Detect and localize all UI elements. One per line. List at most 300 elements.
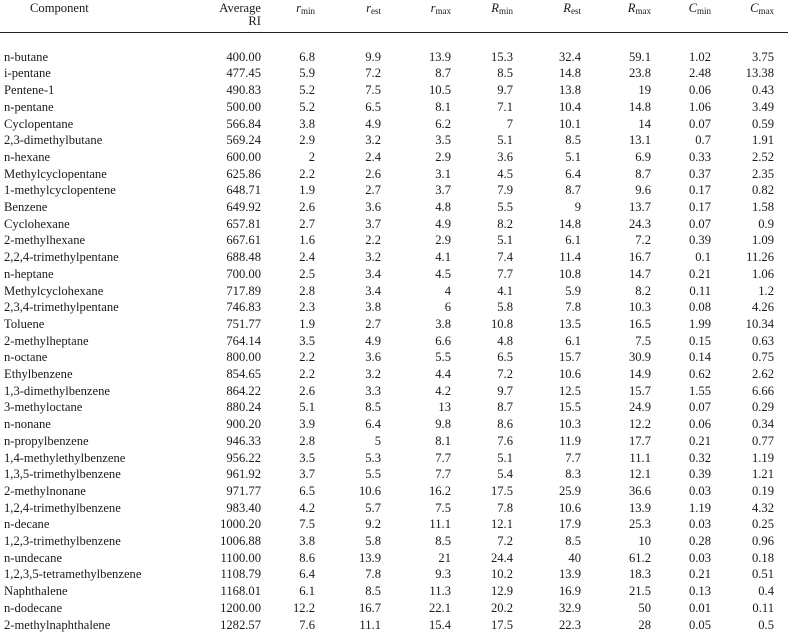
cell-C-max: 0.82 (751, 183, 774, 198)
cell-r-est: 5.5 (365, 467, 381, 482)
table-row (0, 249, 788, 266)
cell-C-min: 0.33 (688, 149, 711, 164)
cell-C-max: 2.52 (751, 149, 774, 164)
cell-R-est: 32.4 (558, 49, 581, 64)
cell-C-min: 0.07 (688, 116, 711, 131)
cell-r-min: 2.4 (299, 250, 315, 265)
table-row (0, 166, 788, 183)
cell-R-min: 7.2 (497, 367, 513, 382)
cell-average-ri: 667.61 (226, 233, 261, 248)
cell-average-ri: 1000.20 (220, 517, 261, 532)
cell-r-est: 2.7 (365, 183, 381, 198)
cell-r-est: 3.6 (365, 200, 381, 215)
cell-C-max: 0.4 (758, 584, 774, 599)
cell-r-est: 7.5 (365, 83, 381, 98)
cell-R-max: 36.6 (628, 483, 651, 498)
cell-R-min: 9.7 (497, 383, 513, 398)
cell-C-max: 1.58 (751, 200, 774, 215)
cell-r-max: 8.1 (435, 99, 451, 114)
cell-r-est: 10.6 (358, 483, 381, 498)
cell-r-max: 7.5 (435, 500, 451, 515)
spacer-cell (0, 32, 788, 49)
cell-C-min: 0.28 (688, 534, 711, 549)
table-row (0, 232, 788, 249)
cell-average-ri: 764.14 (226, 333, 261, 348)
cell-average-ri: 490.83 (226, 83, 261, 98)
cell-r-est: 3.2 (365, 250, 381, 265)
cell-C-min: 0.01 (688, 600, 711, 615)
cell-R-est: 22.3 (558, 617, 581, 632)
cell-C-min: 0.21 (688, 266, 711, 281)
header-R-min-main: R (491, 1, 499, 15)
cell-r-max: 3.5 (435, 133, 451, 148)
table-row (0, 116, 788, 133)
cell-component: 1,2,3-trimethylbenzene (4, 534, 121, 549)
cell-average-ri: 688.48 (226, 250, 261, 265)
cell-r-max: 4.1 (435, 250, 451, 265)
cell-R-est: 13.5 (558, 316, 581, 331)
cell-r-est: 2.2 (365, 233, 381, 248)
cell-R-max: 50 (638, 600, 651, 615)
cell-component: Cyclohexane (4, 216, 70, 231)
cell-average-ri: 1200.00 (220, 600, 261, 615)
cell-component: Pentene-1 (4, 83, 55, 98)
cell-component: n-decane (4, 517, 50, 532)
cell-R-min: 12.9 (490, 584, 513, 599)
cell-R-max: 21.5 (628, 584, 651, 599)
header-C-min-main: C (688, 1, 697, 15)
header-R-max (595, 0, 665, 32)
cell-C-min: 0.32 (688, 450, 711, 465)
cell-r-min: 8.6 (299, 550, 315, 565)
cell-average-ri: 956.22 (226, 450, 261, 465)
cell-R-max: 14.9 (628, 367, 651, 382)
table-row (0, 550, 788, 567)
cell-C-max: 2.62 (751, 367, 774, 382)
cell-R-min: 9.7 (497, 83, 513, 98)
cell-r-min: 6.8 (299, 49, 315, 64)
cell-component: 1-methylcyclopentene (4, 183, 116, 198)
cell-R-est: 14.8 (558, 66, 581, 81)
cell-r-est: 8.5 (365, 584, 381, 599)
cell-component: Methylcyclohexane (4, 283, 104, 298)
cell-average-ri: 649.92 (226, 200, 261, 215)
cell-C-min: 0.11 (689, 283, 711, 298)
cell-r-min: 3.9 (299, 417, 315, 432)
header-C-max-sub: max (758, 6, 774, 16)
table-row (0, 533, 788, 550)
cell-component: Ethylbenzene (4, 367, 73, 382)
cell-R-max: 16.5 (628, 316, 651, 331)
cell-component: Cyclopentane (4, 116, 74, 131)
cell-average-ri: 566.84 (226, 116, 261, 131)
cell-r-est: 3.4 (365, 283, 381, 298)
cell-r-max: 7.7 (435, 450, 451, 465)
cell-r-min: 1.6 (299, 233, 315, 248)
cell-C-max: 4.26 (751, 300, 774, 315)
header-R-est-sub: est (571, 6, 581, 16)
cell-r-max: 3.8 (435, 316, 451, 331)
cell-average-ri: 983.40 (226, 500, 261, 515)
cell-R-max: 9.6 (635, 183, 651, 198)
table-row (0, 99, 788, 116)
cell-r-est: 5.7 (365, 500, 381, 515)
cell-r-max: 10.5 (428, 83, 451, 98)
table-row (0, 149, 788, 166)
cell-r-min: 5.2 (299, 99, 315, 114)
cell-average-ri: 500.00 (226, 99, 261, 114)
cell-r-min: 2.8 (299, 433, 315, 448)
cell-R-max: 6.9 (635, 149, 651, 164)
cell-R-max: 24.9 (628, 400, 651, 415)
table-row (0, 182, 788, 199)
cell-R-min: 7.7 (497, 266, 513, 281)
cell-r-max: 4.8 (435, 200, 451, 215)
cell-r-max: 13.9 (428, 49, 451, 64)
cell-C-max: 4.32 (751, 500, 774, 515)
cell-R-min: 7 (506, 116, 513, 131)
cell-r-est: 3.4 (365, 266, 381, 281)
cell-average-ri: 1168.01 (220, 584, 261, 599)
cell-r-min: 2.6 (299, 200, 315, 215)
cell-C-max: 0.19 (751, 483, 774, 498)
cell-r-min: 2.2 (299, 350, 315, 365)
cell-R-min: 10.2 (490, 567, 513, 582)
cell-R-min: 12.1 (490, 517, 513, 532)
header-r-max-sub: max (435, 6, 451, 16)
cell-R-max: 13.1 (628, 133, 651, 148)
cell-average-ri: 625.86 (226, 166, 261, 181)
cell-average-ri: 800.00 (226, 350, 261, 365)
cell-R-max: 28 (638, 617, 651, 632)
cell-component: n-nonane (4, 417, 51, 432)
cell-average-ri: 717.89 (226, 283, 261, 298)
cell-r-min: 2.3 (299, 300, 315, 315)
cell-R-max: 10.3 (628, 300, 651, 315)
cell-R-max: 61.2 (628, 550, 651, 565)
cell-component: i-pentane (4, 66, 51, 81)
cell-C-max: 2.35 (751, 166, 774, 181)
cell-C-min: 0.08 (688, 300, 711, 315)
header-average-ri-line1: Average (219, 1, 261, 15)
cell-C-max: 3.75 (751, 49, 774, 64)
header-average-ri-line2: RI (248, 14, 261, 28)
table-row (0, 583, 788, 600)
header-component: Component (30, 1, 89, 15)
cell-average-ri: 648.71 (226, 183, 261, 198)
cell-C-min: 0.39 (688, 233, 711, 248)
table-row (0, 65, 788, 82)
cell-r-min: 7.5 (299, 517, 315, 532)
cell-r-min: 2.7 (299, 216, 315, 231)
cell-r-min: 6.1 (299, 584, 315, 599)
cell-C-max: 11.26 (746, 250, 774, 265)
cell-R-min: 7.4 (497, 250, 513, 265)
cell-R-min: 4.5 (497, 166, 513, 181)
cell-component: n-heptane (4, 266, 54, 281)
cell-r-est: 3.8 (365, 300, 381, 315)
table-row (0, 333, 788, 350)
cell-R-min: 24.4 (490, 550, 513, 565)
header-r-min (265, 0, 329, 32)
cell-r-est: 8.5 (365, 400, 381, 415)
cell-C-min: 1.02 (688, 49, 711, 64)
cell-r-est: 6.5 (365, 99, 381, 114)
cell-r-min: 4.2 (299, 500, 315, 515)
cell-R-max: 14.7 (628, 266, 651, 281)
table-row (0, 450, 788, 467)
cell-r-est: 3.3 (365, 383, 381, 398)
cell-r-min: 1.9 (299, 183, 315, 198)
cell-C-max: 1.91 (751, 133, 774, 148)
cell-r-est: 6.4 (365, 417, 381, 432)
cell-C-max: 0.11 (752, 600, 774, 615)
cell-r-est: 2.6 (365, 166, 381, 181)
cell-C-min: 0.06 (688, 83, 711, 98)
cell-R-est: 10.6 (558, 367, 581, 382)
cell-R-min: 5.5 (497, 200, 513, 215)
cell-C-min: 0.07 (688, 216, 711, 231)
cell-R-min: 3.6 (497, 149, 513, 164)
cell-C-min: 0.03 (688, 483, 711, 498)
cell-R-est: 10.6 (558, 500, 581, 515)
cell-R-min: 7.9 (497, 183, 513, 198)
cell-component: 1,3,5-trimethylbenzene (4, 467, 121, 482)
cell-R-min: 7.6 (497, 433, 513, 448)
cell-average-ri: 1108.79 (220, 567, 261, 582)
cell-r-max: 11.3 (429, 584, 451, 599)
cell-R-max: 8.7 (635, 166, 651, 181)
cell-r-max: 6.6 (435, 333, 451, 348)
cell-R-est: 7.7 (565, 450, 581, 465)
cell-component: n-hexane (4, 149, 51, 164)
cell-R-max: 11.1 (629, 450, 651, 465)
cell-component: n-undecane (4, 550, 63, 565)
cell-C-min: 0.15 (688, 333, 711, 348)
cell-R-est: 10.3 (558, 417, 581, 432)
cell-average-ri: 971.77 (226, 483, 261, 498)
cell-r-min: 2.2 (299, 166, 315, 181)
table-row (0, 416, 788, 433)
cell-R-min: 17.5 (490, 483, 513, 498)
cell-R-min: 6.5 (497, 350, 513, 365)
cell-C-min: 0.37 (688, 166, 711, 181)
cell-C-min: 0.7 (695, 133, 711, 148)
cell-R-max: 10 (638, 534, 651, 549)
table-row (0, 366, 788, 383)
cell-r-min: 12.2 (292, 600, 315, 615)
cell-R-min: 7.1 (497, 99, 513, 114)
table-row (0, 483, 788, 500)
table-row (0, 500, 788, 517)
cell-component: 1,3-dimethylbenzene (4, 383, 110, 398)
cell-component: Naphthalene (4, 584, 68, 599)
cell-r-min: 2 (308, 149, 315, 164)
cell-R-min: 8.6 (497, 417, 513, 432)
cell-R-min: 4.8 (497, 333, 513, 348)
cell-R-min: 4.1 (497, 283, 513, 298)
cell-r-min: 2.2 (299, 367, 315, 382)
cell-C-max: 0.59 (751, 116, 774, 131)
cell-r-est: 4.9 (365, 333, 381, 348)
cell-C-min: 0.14 (688, 350, 711, 365)
cell-R-est: 6.1 (565, 333, 581, 348)
cell-r-min: 3.5 (299, 333, 315, 348)
cell-R-est: 7.8 (565, 300, 581, 315)
cell-R-min: 5.1 (497, 133, 513, 148)
cell-component: n-octane (4, 350, 48, 365)
cell-r-max: 3.7 (435, 183, 451, 198)
cell-average-ri: 569.24 (226, 133, 261, 148)
header-r-est (329, 0, 395, 32)
cell-average-ri: 900.20 (226, 417, 261, 432)
cell-C-max: 1.2 (758, 283, 774, 298)
header-R-min-sub: min (498, 6, 513, 16)
cell-R-max: 14 (638, 116, 651, 131)
cell-component: 3-methyloctane (4, 400, 83, 415)
cell-R-min: 20.2 (490, 600, 513, 615)
header-r-est-sub: est (371, 6, 381, 16)
cell-C-max: 3.49 (751, 99, 774, 114)
header-C-max-main: C (750, 1, 759, 15)
cell-average-ri: 880.24 (226, 400, 261, 415)
cell-r-min: 2.5 (299, 266, 315, 281)
cell-r-est: 3.2 (365, 133, 381, 148)
cell-R-max: 59.1 (628, 49, 651, 64)
cell-r-est: 3.6 (365, 350, 381, 365)
cell-r-est: 7.2 (365, 66, 381, 81)
cell-R-est: 8.7 (565, 183, 581, 198)
cell-R-est: 12.5 (558, 383, 581, 398)
cell-R-est: 8.5 (565, 534, 581, 549)
cell-component: n-propylbenzene (4, 433, 89, 448)
cell-R-max: 13.7 (628, 200, 651, 215)
cell-r-max: 7.7 (435, 467, 451, 482)
cell-R-est: 5.9 (565, 283, 581, 298)
cell-r-est: 2.4 (365, 149, 381, 164)
cell-R-max: 13.9 (628, 500, 651, 515)
table-row (0, 516, 788, 533)
header-r-min-main: r (296, 1, 301, 15)
cell-R-max: 18.3 (628, 567, 651, 582)
table-row (0, 600, 788, 617)
table-row (0, 399, 788, 416)
cell-r-min: 3.5 (299, 450, 315, 465)
cell-component: Methylcyclopentane (4, 166, 107, 181)
cell-r-max: 15.4 (428, 617, 451, 632)
header-r-max-main: r (430, 1, 436, 15)
cell-r-est: 4.9 (365, 116, 381, 131)
cell-average-ri: 1100.00 (220, 550, 261, 565)
header-R-max-main: R (627, 1, 636, 15)
cell-r-max: 6.2 (435, 116, 451, 131)
cell-C-min: 0.39 (688, 467, 711, 482)
cell-C-min: 0.07 (688, 400, 711, 415)
cell-r-min: 2.8 (299, 283, 315, 298)
cell-r-min: 5.1 (299, 400, 315, 415)
cell-R-est: 13.8 (558, 83, 581, 98)
cell-r-max: 8.1 (435, 433, 451, 448)
cell-r-max: 5.5 (435, 350, 451, 365)
cell-r-est: 13.9 (358, 550, 381, 565)
table-row (0, 199, 788, 216)
cell-r-min: 3.8 (299, 116, 315, 131)
cell-R-est: 11.9 (559, 433, 581, 448)
cell-R-max: 14.8 (628, 99, 651, 114)
cell-r-max: 4.9 (435, 216, 451, 231)
cell-C-min: 0.21 (688, 567, 711, 582)
cell-C-min: 0.05 (688, 617, 711, 632)
cell-C-min: 2.48 (688, 66, 711, 81)
cell-component: 2-methylnonane (4, 483, 86, 498)
cell-R-est: 15.5 (558, 400, 581, 415)
cell-C-min: 0.03 (688, 550, 711, 565)
cell-C-max: 0.77 (751, 433, 774, 448)
table-row (0, 266, 788, 283)
cell-r-max: 2.9 (435, 233, 451, 248)
cell-r-max: 13 (438, 400, 451, 415)
table-row (0, 216, 788, 233)
cell-C-min: 0.17 (688, 183, 711, 198)
cell-component: 2-methylhexane (4, 233, 86, 248)
cell-R-est: 9 (574, 200, 581, 215)
cell-C-max: 1.06 (751, 266, 774, 281)
header-R-est (527, 0, 595, 32)
table-row (0, 349, 788, 366)
cell-R-est: 16.9 (558, 584, 581, 599)
cell-r-min: 6.4 (299, 567, 315, 582)
cell-r-max: 3.1 (435, 166, 451, 181)
cell-C-max: 0.63 (751, 333, 774, 348)
cell-r-est: 3.2 (365, 367, 381, 382)
cell-C-min: 0.21 (688, 433, 711, 448)
cell-r-est: 5.8 (365, 534, 381, 549)
table-row (0, 433, 788, 450)
cell-r-max: 2.9 (435, 149, 451, 164)
cell-R-est: 15.7 (558, 350, 581, 365)
cell-R-est: 10.8 (558, 266, 581, 281)
cell-C-max: 0.5 (758, 617, 774, 632)
cell-C-min: 0.03 (688, 517, 711, 532)
cell-r-min: 1.9 (299, 316, 315, 331)
cell-r-max: 21 (438, 550, 451, 565)
cell-average-ri: 600.00 (226, 149, 261, 164)
cell-R-est: 6.1 (565, 233, 581, 248)
cell-R-min: 8.7 (497, 400, 513, 415)
cell-r-max: 11.1 (429, 517, 451, 532)
cell-C-min: 1.55 (688, 383, 711, 398)
cell-r-min: 5.9 (299, 66, 315, 81)
cell-R-min: 7.2 (497, 534, 513, 549)
cell-component: n-dodecane (4, 600, 63, 615)
cell-C-max: 0.51 (751, 567, 774, 582)
cell-r-max: 8.5 (435, 534, 451, 549)
cell-r-min: 3.7 (299, 467, 315, 482)
cell-R-est: 32.9 (558, 600, 581, 615)
header-C-min (665, 0, 725, 32)
cell-R-est: 10.4 (558, 99, 581, 114)
cell-average-ri: 751.77 (226, 316, 261, 331)
cell-r-est: 5.3 (365, 450, 381, 465)
cell-r-min: 2.6 (299, 383, 315, 398)
cell-R-max: 24.3 (628, 216, 651, 231)
cell-r-max: 4 (444, 283, 451, 298)
cell-R-est: 10.1 (558, 116, 581, 131)
cell-r-max: 4.5 (435, 266, 451, 281)
header-r-min-sub: min (300, 6, 315, 16)
cell-C-max: 0.75 (751, 350, 774, 365)
table-header (0, 0, 788, 32)
